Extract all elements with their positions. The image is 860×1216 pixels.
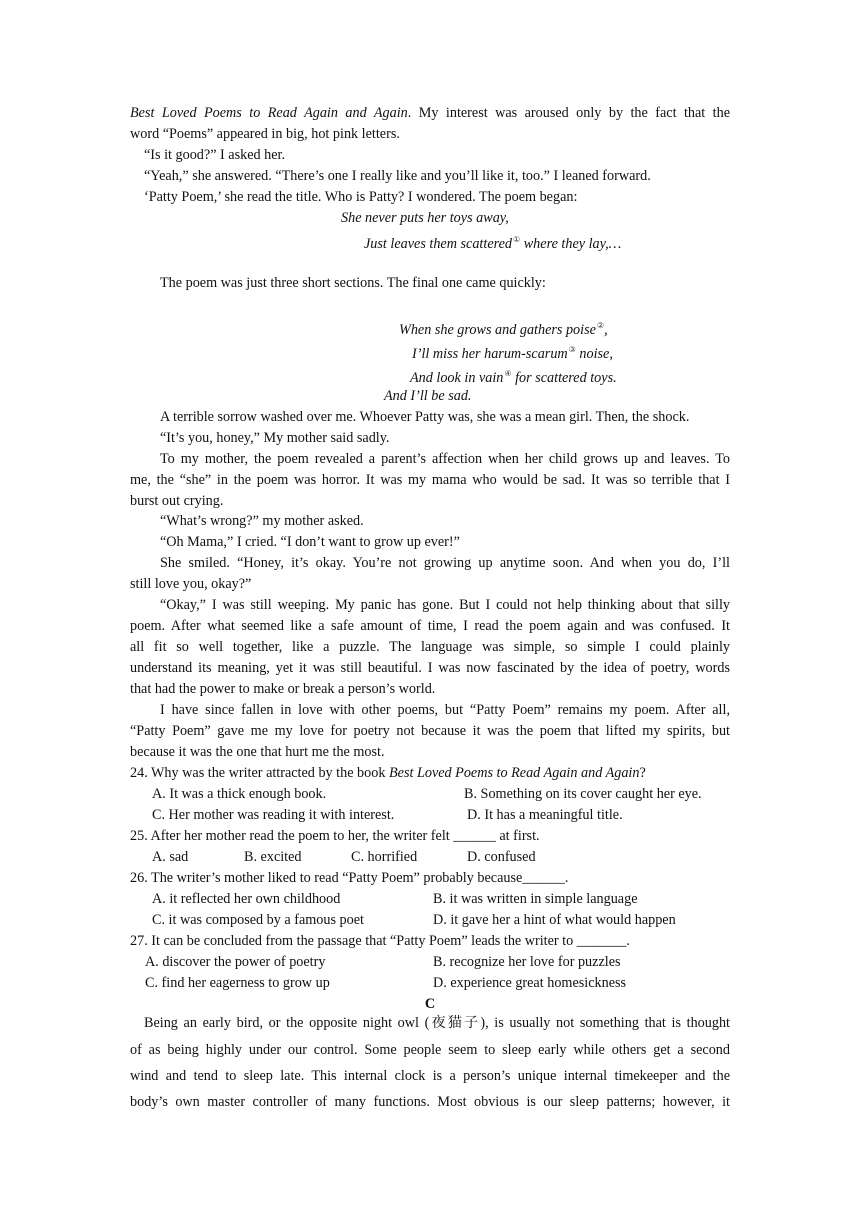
story-line: Best Loved Poems to Read Again and Again. My interest was aroused only by the fact that the [130, 105, 731, 121]
story-line: To my mother, the poem revealed a parent’s affection when her child grows up and leaves. To [160, 451, 730, 467]
passage-c-line: of as being highly under our control. Some people seem to sleep early while others get a second [130, 1042, 730, 1058]
question-24-option-c: C. Her mother was reading it with interest. [152, 807, 395, 823]
question-27-option-d: D. experience great homesickness [433, 975, 627, 991]
question-27-option-b: B. recognize her love for puzzles [433, 954, 621, 970]
footnote-marker: ④ [504, 369, 512, 378]
story-line: The poem was just three short sections. The final one came quickly: [160, 275, 546, 291]
question-27-option-c: C. find her eagerness to grow up [145, 975, 330, 991]
question-25-option-d: D. confused [467, 849, 536, 865]
question-25-option-c: C. horrified [351, 849, 418, 865]
question-27-option-a: A. discover the power of poetry [145, 954, 326, 970]
story-line: all fit so well together, like a puzzle. The language was simple, so simple I could plainly [130, 639, 730, 655]
story-line: ‘Patty Poem,’ she read the title. Who is Patty? I wondered. The poem began: [144, 189, 578, 205]
poem-line: When she grows and gathers poise②, [399, 321, 608, 338]
footnote-marker: ① [513, 235, 521, 244]
question-26: 26. The writer’s mother liked to read “Patty Poem” probably because______. [130, 870, 569, 886]
question-25-option-b: B. excited [244, 849, 302, 865]
story-line: understand its meaning, yet it was still beautiful. I was now fascinated by the idea of poetry, words [130, 660, 730, 676]
footnote-marker: ③ [568, 345, 576, 354]
footnote-marker: ② [596, 321, 605, 330]
story-line: A terrible sorrow washed over me. Whoever Patty was, she was a mean girl. Then, the shock. [160, 409, 690, 425]
story-line: that had the power to make or break a person’s world. [130, 681, 436, 697]
question-24-option-b: B. Something on its cover caught her eye. [464, 786, 702, 802]
book-title: Best Loved Poems to Read Again and Again [130, 105, 408, 121]
story-line: still love you, okay?” [130, 576, 252, 592]
poem-line: And look in vain④ for scattered toys. [410, 369, 617, 386]
question-24-option-d: D. It has a meaningful title. [467, 807, 623, 823]
question-24-option-a: A. It was a thick enough book. [152, 786, 327, 802]
section-heading: C [424, 996, 436, 1012]
story-line: burst out crying. [130, 493, 224, 509]
story-line: “It’s you, honey,” My mother said sadly. [160, 430, 390, 446]
poem-line: Just leaves them scattered① where they lay,… [364, 235, 622, 252]
story-line: I have since fallen in love with other poems, but “Patty Poem” remains my poem. After all, [160, 702, 730, 718]
story-line: “What’s wrong?” my mother asked. [160, 513, 364, 529]
story-line: She smiled. “Honey, it’s okay. You’re not growing up anytime soon. And when you do, I’ll [160, 555, 730, 571]
question-25: 25. After her mother read the poem to her, the writer felt ______ at first. [130, 828, 540, 844]
story-line: “Yeah,” she answered. “There’s one I really like and you’ll like it, too.” I leaned forward. [144, 168, 651, 184]
question-27: 27. It can be concluded from the passage that “Patty Poem” leads the writer to _______. [130, 933, 630, 949]
passage-c-line: body’s own master controller of many functions. Most obvious is our sleep patterns; however, it [130, 1094, 730, 1110]
story-line: word “Poems” appeared in big, hot pink letters. [130, 126, 400, 142]
story-line: poem. After what seemed like a safe amount of time, I read the poem again and was confused. It [130, 618, 730, 634]
question-25-options [152, 847, 730, 867]
poem-line: And I’ll be sad. [384, 388, 472, 404]
question-24: 24. Why was the writer attracted by the book Best Loved Poems to Read Again and Again? [130, 765, 646, 781]
question-26-option-a: A. it reflected her own childhood [152, 891, 341, 907]
passage-c-line: wind and tend to sleep late. This internal clock is a person’s unique internal timekeeper and the [130, 1068, 730, 1084]
question-25-option-a: A. sad [152, 849, 189, 865]
story-line: because it was the one that hurt me the most. [130, 744, 385, 760]
question-26-option-d: D. it gave her a hint of what would happen [433, 912, 676, 928]
story-line: “Patty Poem” gave me my love for poetry not because it was the poem that lifted my spirits, but [130, 723, 730, 739]
story-line: “Oh Mama,” I cried. “I don’t want to grow up ever!” [160, 534, 460, 550]
story-line: “Is it good?” I asked her. [144, 147, 286, 163]
poem-line: I’ll miss her harum-scarum③ noise, [412, 345, 613, 362]
passage-c-line: Being an early bird, or the opposite night owl (夜猫子), is usually not something that is thought [144, 1015, 730, 1031]
story-line: “Okay,” I was still weeping. My panic has gone. But I could not help thinking about that silly [160, 597, 730, 613]
question-26-option-c: C. it was composed by a famous poet [152, 912, 364, 928]
story-line: me, the “she” in the poem was horror. It was my mama who would be sad. It was so terrible that I [130, 472, 730, 488]
poem-line: She never puts her toys away, [341, 210, 509, 226]
question-26-option-b: B. it was written in simple language [433, 891, 638, 907]
